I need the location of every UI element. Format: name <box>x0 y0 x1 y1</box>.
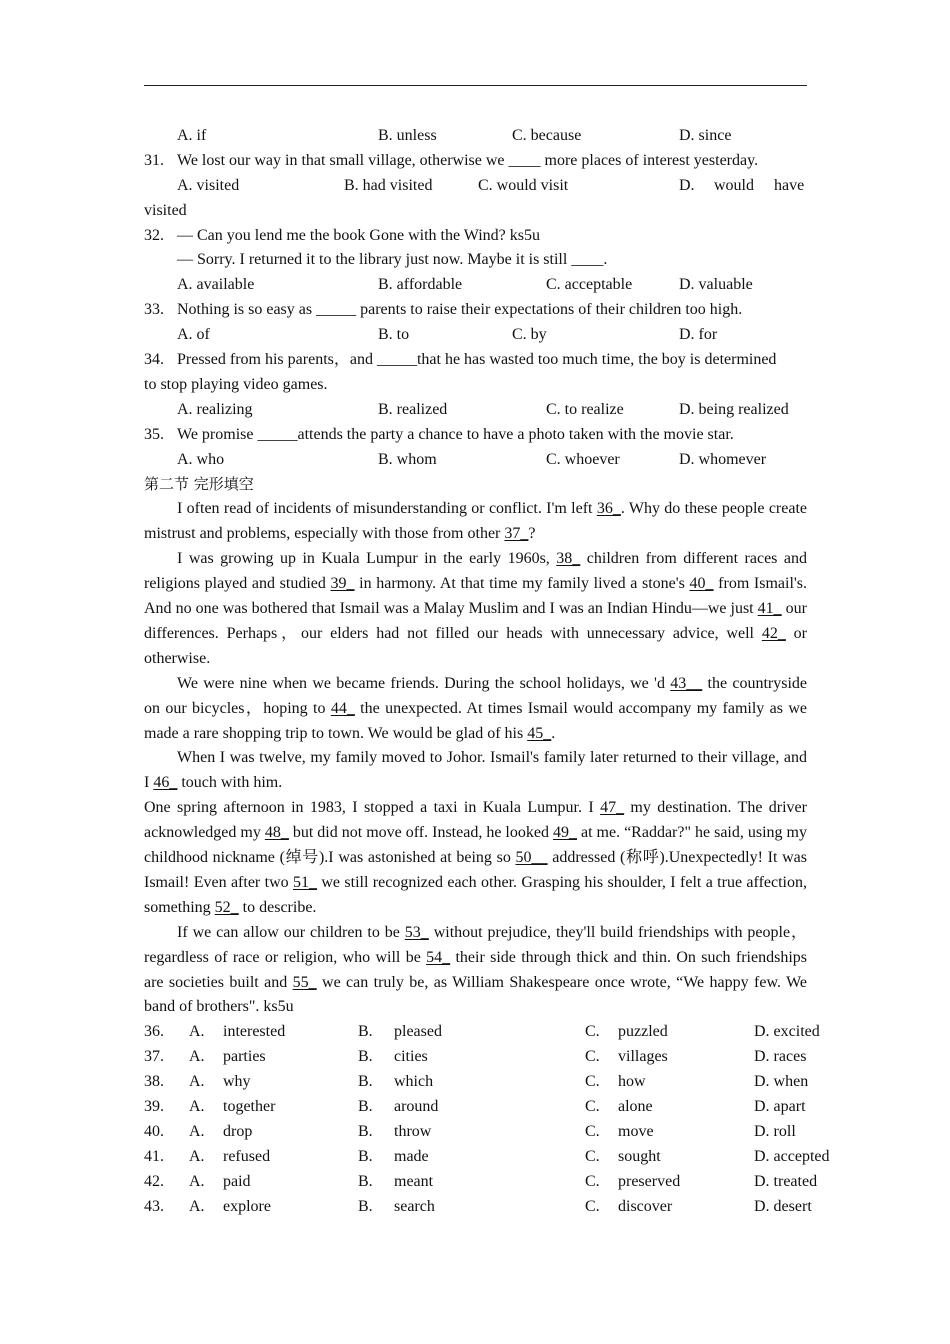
option-a: why <box>223 1073 251 1091</box>
passage-paragraph-1 <box>144 497 807 547</box>
p2-text-2: children from different races and religions played and studied <box>144 550 807 593</box>
q30-option-b: B. unless <box>378 127 437 144</box>
p4-text-1: When I was twelve, my family moved to Johor. Ismail's family later returned to their village, and I <box>144 749 807 792</box>
p6-text-1: If we can allow our children to be <box>177 923 405 941</box>
q32-option-c: C. acceptable <box>546 276 633 294</box>
option-a: refused <box>223 1147 271 1165</box>
q31-option-d-letter: D. <box>679 176 695 194</box>
letter-c: C. <box>585 1098 600 1116</box>
p5-text-7: to describe. <box>238 898 317 916</box>
letter-b: B. <box>358 1147 373 1165</box>
q31-options <box>144 174 807 199</box>
row-number: 41. <box>144 1147 164 1165</box>
letter-c: C. <box>585 1048 600 1066</box>
blank-45: 45_ <box>527 724 552 742</box>
q30-option-a: A. if <box>177 127 207 144</box>
option-b: search <box>394 1197 435 1215</box>
answer-row <box>144 1145 830 1170</box>
letter-c: C. <box>585 1197 600 1215</box>
p3-text-2: the countryside on our bicycles，hoping to <box>144 674 807 717</box>
q31-text: We lost our way in that small village, otherwise we ____ more places of interest yesterday. <box>177 151 759 169</box>
q31-option-c: C. would visit <box>478 176 569 194</box>
option-b: which <box>394 1073 434 1091</box>
letter-a: A. <box>189 1073 205 1091</box>
blank-40: 40_ <box>689 575 714 593</box>
p2-text-4: from Ismail's. And no one was bothered that Ismail was a Malay Muslim and I was an Indian Hindu—we just <box>144 575 808 617</box>
answer-row <box>144 1070 807 1095</box>
letter-a: A. <box>189 1172 205 1190</box>
q31-option-d-word1: would <box>714 176 754 194</box>
row-number: 36. <box>144 1023 164 1041</box>
blank-41: 41_ <box>757 599 782 617</box>
option-a: paid <box>223 1172 251 1190</box>
option-c: discover <box>618 1197 673 1215</box>
option-c: sought <box>618 1147 661 1165</box>
option-a: together <box>223 1098 276 1116</box>
option-d: D. when <box>754 1073 809 1091</box>
option-c: preserved <box>618 1172 681 1190</box>
option-d: D. desert <box>754 1197 812 1215</box>
passage-paragraph-4 <box>144 746 807 796</box>
answer-row <box>144 1120 807 1145</box>
letter-a: A. <box>189 1122 205 1140</box>
q35-text: We promise _____attends the party a chance to have a photo taken with the movie star. <box>177 425 734 443</box>
blank-36: 36_ <box>596 500 621 518</box>
q32-options <box>144 273 807 298</box>
letter-c: C. <box>585 1073 600 1091</box>
header-rule <box>144 85 807 86</box>
p1-text-2: . Why do these people create mistrust and problems, especially with those from other <box>144 500 808 543</box>
q33-option-d: D. for <box>679 326 718 344</box>
blank-49: 49_ <box>552 824 577 842</box>
q31-option-d-wrap: visited <box>144 201 187 219</box>
q31-option-b: B. had visited <box>344 176 433 194</box>
q32-option-d: D. valuable <box>679 276 753 294</box>
option-b: made <box>394 1147 429 1165</box>
q35-stem <box>144 423 807 448</box>
q34-text-line1: Pressed from his parents，and _____that he has wasted too much time, the boy is determined <box>177 351 777 369</box>
q35-option-b: B. whom <box>378 450 437 468</box>
p5-text-5: addressed (称呼).Unexpectedly! It was Ismail! Even after two <box>144 849 807 891</box>
p5-text-6: we still recognized each other. Grasping his shoulder, I felt a true affection, something <box>144 873 807 916</box>
blank-51: 51_ <box>293 873 317 891</box>
q34-text-line2: to stop playing video games. <box>144 375 328 393</box>
option-a: drop <box>223 1122 253 1140</box>
answer-row <box>144 1095 807 1120</box>
letter-c: C. <box>585 1172 600 1190</box>
q31-stem <box>144 149 807 174</box>
q30-option-c: C. because <box>512 127 582 144</box>
option-c: alone <box>618 1098 653 1116</box>
blank-46: 46_ <box>153 774 178 792</box>
blank-37: 37_ <box>504 525 529 543</box>
q32-line2: — Sorry. I returned it to the library just now. Maybe it is still ____. <box>177 251 608 269</box>
q34-option-b: B. realized <box>378 400 448 418</box>
passage-paragraph-3 <box>144 672 807 747</box>
p5-text-3: but did not move off. Instead, he looked <box>288 824 553 842</box>
passage-paragraph-5 <box>144 796 807 921</box>
answer-row <box>144 1195 812 1220</box>
q35-option-a: A. who <box>177 450 225 468</box>
section-title: 第二节 完形填空 <box>144 475 254 494</box>
q32-option-b: B. affordable <box>378 276 463 294</box>
blank-50: 50__ <box>515 849 548 867</box>
answer-row <box>144 1020 820 1045</box>
letter-c: C. <box>585 1023 600 1041</box>
p6-text-4: we can truly be, as William Shakespeare once wrote, “We happy few. We band of brothers". ks5u <box>144 973 807 1016</box>
blank-55: 55_ <box>292 973 317 991</box>
letter-b: B. <box>358 1098 373 1116</box>
q33-stem <box>144 298 807 323</box>
letter-c: C. <box>585 1147 600 1165</box>
option-b: cities <box>394 1048 428 1066</box>
p5-text-2: my destination. The driver acknowledged my <box>144 799 807 842</box>
q33-options <box>144 323 807 348</box>
letter-b: B. <box>358 1122 373 1140</box>
blank-43: 43__ <box>670 674 703 692</box>
row-number: 40. <box>144 1122 164 1140</box>
q33-option-b: B. to <box>378 326 410 344</box>
blank-47: 47_ <box>600 799 625 817</box>
option-a: parties <box>223 1048 266 1066</box>
q31-option-d-word2: have <box>774 176 805 194</box>
option-c: move <box>618 1122 654 1140</box>
q33-option-a: A. of <box>177 326 210 344</box>
letter-a: A. <box>189 1098 205 1116</box>
p6-text-2: without prejudice, they'll build friendships with people，regardless of race or religion, who will be <box>144 923 807 966</box>
p5-text-4: at me. “Raddar?" he said, using my childhood nickname (绰号).I was astonished at being so <box>144 824 807 867</box>
option-d: D. accepted <box>754 1147 830 1165</box>
option-d: D. races <box>754 1048 807 1066</box>
q34-option-c: C. to realize <box>546 400 624 418</box>
option-a: interested <box>223 1023 286 1041</box>
row-number: 38. <box>144 1073 164 1091</box>
option-b: pleased <box>394 1023 442 1041</box>
letter-a: A. <box>189 1048 205 1066</box>
blank-42: 42_ <box>761 624 786 642</box>
q35-option-d: D. whomever <box>679 450 767 468</box>
row-number: 39. <box>144 1098 164 1116</box>
letter-c: C. <box>585 1122 600 1140</box>
row-number: 37. <box>144 1048 164 1066</box>
p3-text-4: . <box>551 724 556 742</box>
option-b: around <box>394 1098 439 1116</box>
blank-48: 48_ <box>264 824 289 842</box>
blank-52: 52_ <box>214 898 239 916</box>
option-c: villages <box>618 1048 668 1066</box>
blank-44: 44_ <box>330 699 355 717</box>
p3-text-1: We were nine when we became friends. During the school holidays, we 'd <box>177 674 671 692</box>
p5-text-1: One spring afternoon in 1983, I stopped a taxi in Kuala Lumpur. I <box>144 799 601 817</box>
passage-paragraph-2 <box>144 547 807 672</box>
q35-options <box>144 448 807 473</box>
p2-text-3: in harmony. At that time my family lived a stone's <box>354 575 690 593</box>
p2-text-1: I was growing up in Kuala Lumpur in the early 1960s, <box>177 550 557 568</box>
blank-39: 39_ <box>330 575 355 593</box>
letter-a: A. <box>189 1147 205 1165</box>
option-a: explore <box>223 1197 271 1215</box>
q33-option-c: C. by <box>512 326 547 344</box>
row-number: 42. <box>144 1172 164 1190</box>
option-d: D. treated <box>754 1172 818 1190</box>
q33-number: 33. <box>144 301 164 319</box>
p1-text-3: ? <box>528 525 536 543</box>
blank-38: 38_ <box>556 550 581 568</box>
q30-options <box>144 124 807 149</box>
q35-number: 35. <box>144 425 164 443</box>
option-b: throw <box>394 1122 432 1140</box>
q33-text: Nothing is so easy as _____ parents to raise their expectations of their children too high. <box>177 301 743 319</box>
p3-text-3: the unexpected. At times Ismail would accompany my family as we made a rare shopping trip to town. We would be glad of his <box>144 699 807 742</box>
exam-page <box>144 124 830 1220</box>
option-c: puzzled <box>618 1023 668 1041</box>
letter-b: B. <box>358 1023 373 1041</box>
p4-text-2: touch with him. <box>177 774 283 792</box>
p2-text-6: or otherwise. <box>144 624 808 667</box>
option-c: how <box>618 1073 646 1091</box>
p2-text-5: our differences. Perhaps，our elders had not filled our heads with unnecessary advice, well <box>144 599 807 642</box>
q32-number: 32. <box>144 226 164 244</box>
passage-paragraph-6 <box>144 921 807 1021</box>
q32-reply <box>144 248 807 273</box>
blank-53: 53_ <box>404 923 429 941</box>
letter-a: A. <box>189 1197 205 1215</box>
option-d: D. roll <box>754 1122 796 1140</box>
letter-a: A. <box>189 1023 205 1041</box>
letter-b: B. <box>358 1172 373 1190</box>
letter-b: B. <box>358 1073 373 1091</box>
q34-option-a: A. realizing <box>177 400 253 418</box>
answer-row <box>144 1170 818 1195</box>
q34-option-d: D. being realized <box>679 400 789 418</box>
q30-option-d: D. since <box>679 127 732 144</box>
q31-option-a: A. visited <box>177 176 240 194</box>
option-d: D. apart <box>754 1098 806 1116</box>
p1-text-1: I often read of incidents of misunderstanding or conflict. I'm left <box>177 500 597 518</box>
q31-number: 31. <box>144 151 164 169</box>
letter-b: B. <box>358 1048 373 1066</box>
row-number: 43. <box>144 1197 164 1215</box>
q35-option-c: C. whoever <box>546 450 620 468</box>
option-d: D. excited <box>754 1023 820 1041</box>
q32-stem <box>144 224 807 249</box>
p6-text-3: their side through thick and thin. On such friendships are societies built and <box>144 948 807 991</box>
answer-row <box>144 1045 807 1070</box>
q32-line1: — Can you lend me the book Gone with the Wind? ks5u <box>177 226 541 244</box>
q34-stem <box>144 348 807 373</box>
option-b: meant <box>394 1172 434 1190</box>
letter-b: B. <box>358 1197 373 1215</box>
q32-option-a: A. available <box>177 276 255 294</box>
q34-number: 34. <box>144 351 164 369</box>
blank-54: 54_ <box>426 948 451 966</box>
q34-options <box>144 398 807 423</box>
answer-options-table <box>144 1020 830 1219</box>
